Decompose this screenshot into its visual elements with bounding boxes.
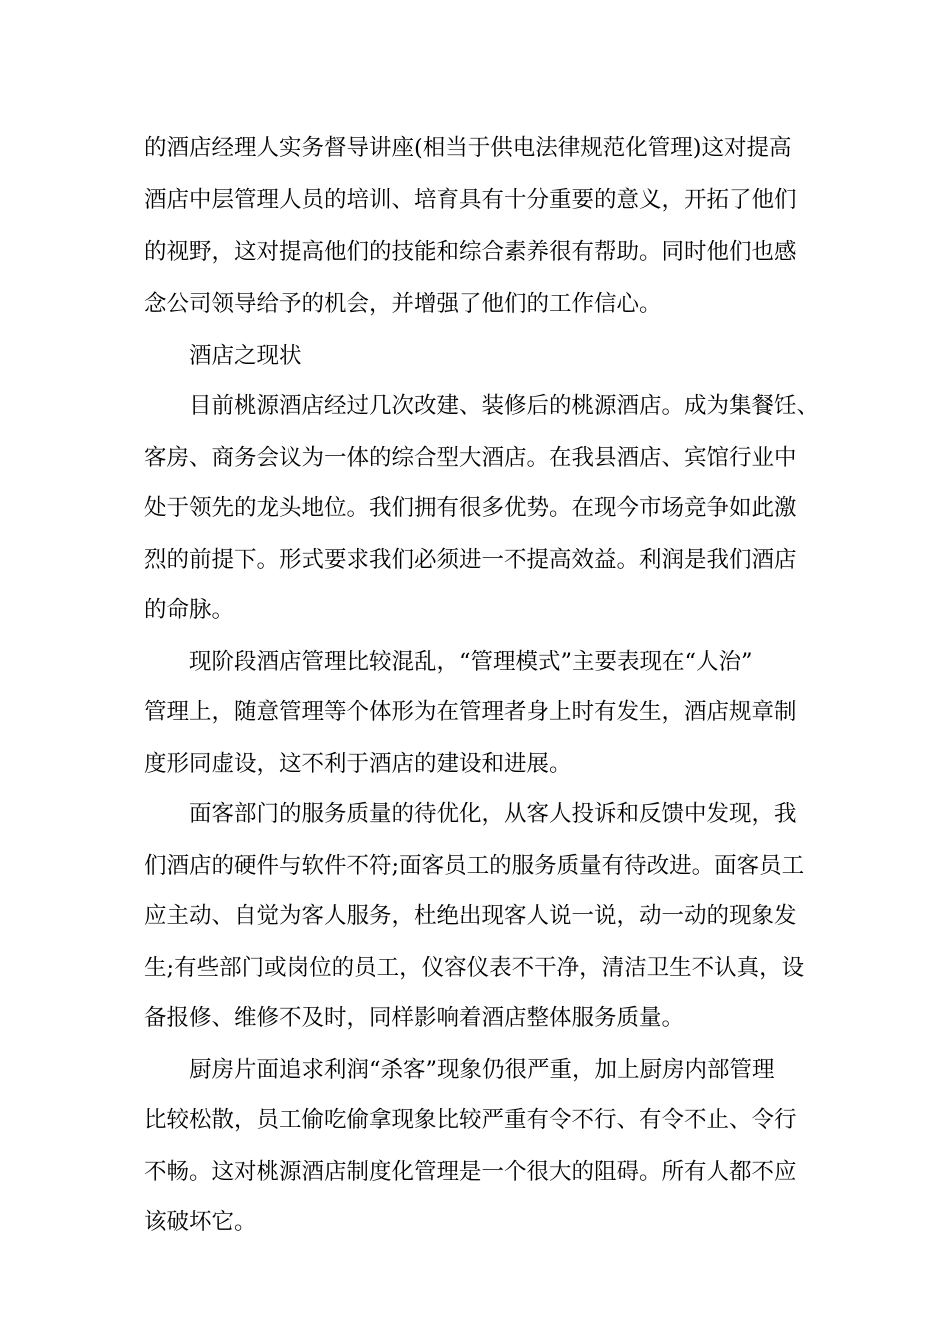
paragraph-line: 处于领先的龙头地位。我们拥有很多优势。在现今市场竞争如此激 xyxy=(144,495,797,521)
paragraph-line: 生;有些部门或岗位的员工，仪容仪表不干净，清洁卫生不认真，设 xyxy=(144,955,805,981)
paragraph-line: 们酒店的硬件与软件不符;面客员工的服务质量有待改进。面客员工 xyxy=(144,853,805,879)
paragraph-line: 的视野，这对提高他们的技能和综合素养很有帮助。同时他们也感 xyxy=(144,239,797,265)
paragraph-line: 目前桃源酒店经过几次改建、装修后的桃源酒店。成为集餐饪、 xyxy=(189,393,820,419)
paragraph-line: 念公司领导给予的机会，并增强了他们的工作信心。 xyxy=(144,291,662,317)
section-heading: 酒店之现状 xyxy=(189,343,302,369)
paragraph-line: 客房、商务会议为一体的综合型大酒店。在我县酒店、宾馆行业中 xyxy=(144,445,797,471)
paragraph-line: 该破坏它。 xyxy=(144,1209,257,1235)
paragraph-line: 管理上，随意管理等个体形为在管理者身上时有发生，酒店规章制 xyxy=(144,699,797,725)
paragraph-line: 不畅。这对桃源酒店制度化管理是一个很大的阻碍。所有人都不应 xyxy=(144,1159,797,1185)
paragraph-line: 的酒店经理人实务督导讲座(相当于供电法律规范化管理)这对提高 xyxy=(144,135,792,161)
paragraph-line: 酒店中层管理人员的培训、培育具有十分重要的意义，开拓了他们 xyxy=(144,187,797,213)
paragraph-line: 烈的前提下。形式要求我们必须进一不提高效益。利润是我们酒店 xyxy=(144,547,797,573)
paragraph-line: 面客部门的服务质量的待优化，从客人投诉和反馈中发现，我 xyxy=(189,801,797,827)
paragraph-line: 的命脉。 xyxy=(144,597,235,623)
paragraph-line: 比较松散，员工偷吃偷拿现象比较严重有令不行、有令不止、令行 xyxy=(144,1107,797,1133)
paragraph-line: 现阶段酒店管理比较混乱，“管理模式”主要表现在“人治” xyxy=(189,649,753,675)
paragraph-line: 度形同虚设，这不利于酒店的建设和进展。 xyxy=(144,751,572,777)
paragraph-line: 厨房片面追求利润“杀客”现象仍很严重，加上厨房内部管理 xyxy=(189,1057,775,1083)
paragraph-line: 应主动、自觉为客人服务，杜绝出现客人说一说，动一动的现象发 xyxy=(144,903,797,929)
paragraph-line: 备报修、维修不及时，同样影响着酒店整体服务质量。 xyxy=(144,1005,685,1031)
